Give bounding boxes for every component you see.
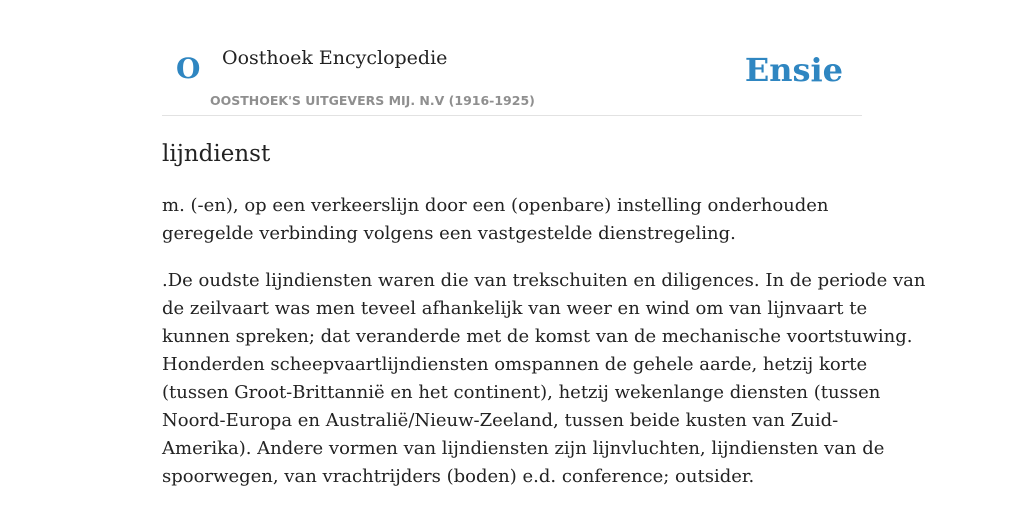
body-line: kunnen spreken; dat veranderde met de komst van de mechanische voortstuwing. bbox=[162, 326, 913, 347]
page bbox=[162, 0, 926, 512]
body-line: Noord-Europa en Australië/Nieuw-Zeeland, tussen beide kusten van Zuid- bbox=[162, 410, 839, 431]
definition-line: geregelde verbinding volgens een vastgestelde dienstregeling. bbox=[162, 223, 736, 244]
body-line: (tussen Groot-Brittannië en het continent), hetzij wekenlange diensten (tussen bbox=[162, 382, 881, 403]
entry-body bbox=[162, 267, 926, 491]
body-line: de zeilvaart was men teveel afhankelijk van weer en wind om van lijnvaart te bbox=[162, 298, 868, 319]
entry-title: lijndienst bbox=[162, 141, 271, 167]
publisher-label: OOSTHOEK'S UITGEVERS MIJ. N.V (1916-1925) bbox=[210, 93, 535, 108]
entry-definition bbox=[162, 192, 866, 248]
body-line: Amerika). Andere vormen van lijndiensten zijn lijnvluchten, lijndiensten van de bbox=[162, 438, 885, 459]
body-line: Honderden scheepvaartlijndiensten omspannen de gehele aarde, hetzij korte bbox=[162, 354, 868, 375]
brand-logo[interactable]: Ensie bbox=[744, 51, 843, 89]
header bbox=[162, 0, 862, 116]
definition-line: m. (-en), op een verkeerslijn door een (openbare) instelling onderhouden bbox=[162, 195, 829, 216]
body-line: spoorwegen, van vrachtrijders (boden) e.d. conference; outsider. bbox=[162, 466, 755, 487]
source-title[interactable]: Oosthoek Encyclopedie bbox=[222, 47, 448, 69]
body-line: .De oudste lijndiensten waren die van trekschuiten en diligences. In de periode van bbox=[162, 270, 926, 291]
source-logo[interactable]: O bbox=[176, 52, 201, 85]
